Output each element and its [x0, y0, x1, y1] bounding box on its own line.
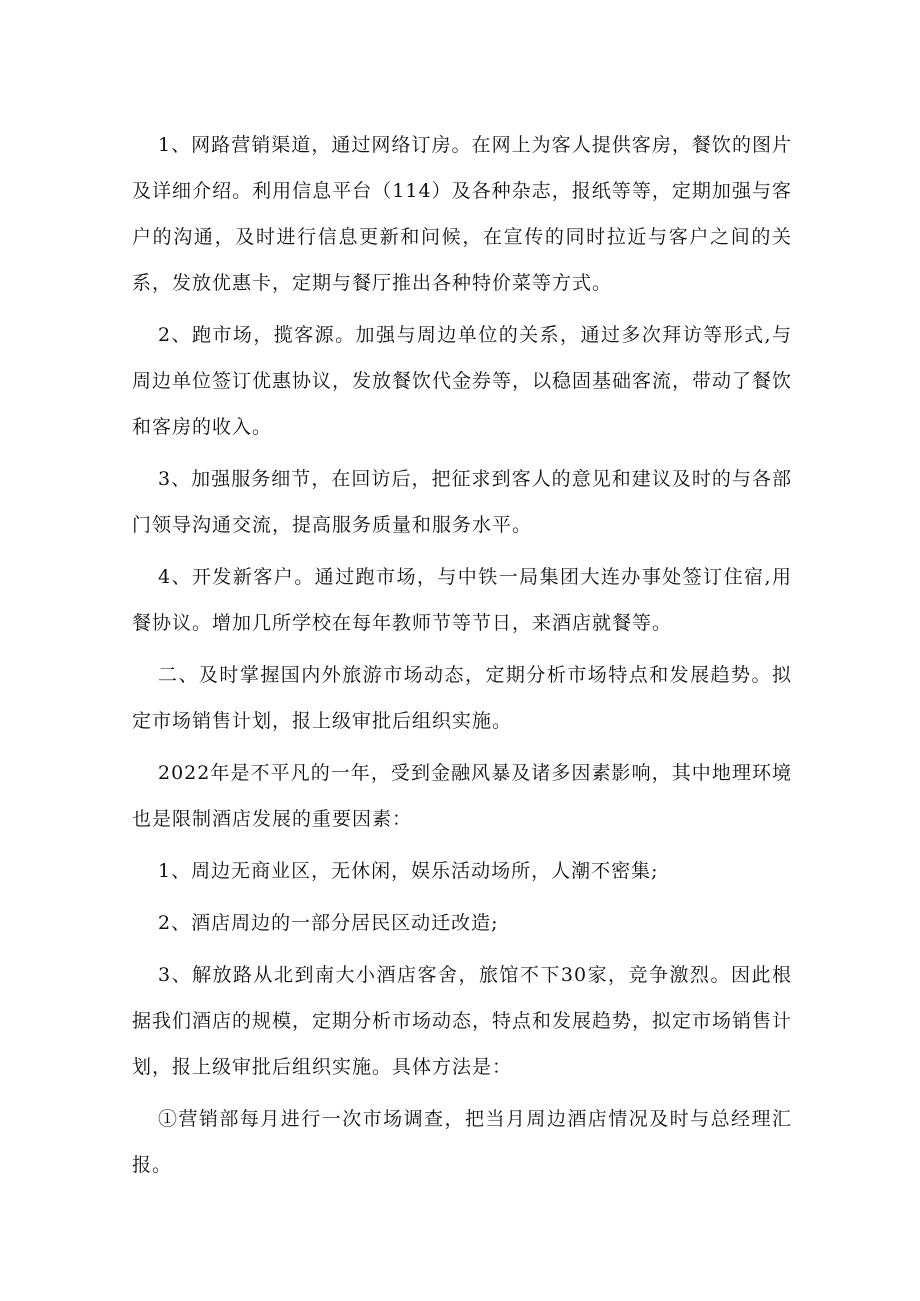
document-body [132, 122, 792, 1194]
paragraph-factor-one: 1、周边无商业区，无休闲，娱乐活动场所，人潮不密集; [158, 860, 659, 882]
paragraph-factor-three: 3、解放路从北到南大小酒店客舍，旅馆不下30家，竞争激烈。因此根据我们酒店的规模，定期分析市场动态，特点和发展趋势，拟定市场销售计划，报上级审批后组织实施。具体方法是： [132, 964, 793, 1078]
paragraph-year-summary: 2022年是不平凡的一年，受到金融风暴及诸多因素影响，其中地理环境也是限制酒店发展的重要因素： [132, 762, 792, 830]
paragraph-section-two-heading: 二、及时掌握国内外旅游市场动态，定期分析市场特点和发展趋势。拟定市场销售计划，报上级审批后组织实施。 [132, 664, 792, 732]
paragraph-method-one: ①营销部每月进行一次市场调查，把当月周边酒店情况及时与总经理汇报。 [132, 1108, 792, 1176]
paragraph-online-marketing: 1、网路营销渠道，通过网络订房。在网上为客人提供客房，餐饮的图片及详细介绍。利用信息平台（114）及各种杂志，报纸等等，定期加强与客户的沟通，及时进行信息更新和问候，在宣传的同时拉近与客户之间的关系，发放优惠卡，定期与餐厅推出各种特价菜等方式。 [132, 134, 792, 294]
paragraph-service-details: 3、加强服务细节，在回访后，把征求到客人的意见和建议及时的与各部门领导沟通交流，提高服务质量和服务水平。 [132, 468, 792, 536]
paragraph-market-visits: 2、跑市场，揽客源。加强与周边单位的关系，通过多次拜访等形式,与周边单位签订优惠协议，发放餐饮代金券等，以稳固基础客流，带动了餐饮和客房的收入。 [132, 324, 793, 438]
paragraph-new-customers: 4、开发新客户。通过跑市场，与中铁一局集团大连办事处签订住宿,用餐协议。增加几所学校在每年教师节等节日，来酒店就餐等。 [132, 566, 792, 634]
paragraph-factor-two: 2、酒店周边的一部分居民区动迁改造; [158, 912, 499, 934]
